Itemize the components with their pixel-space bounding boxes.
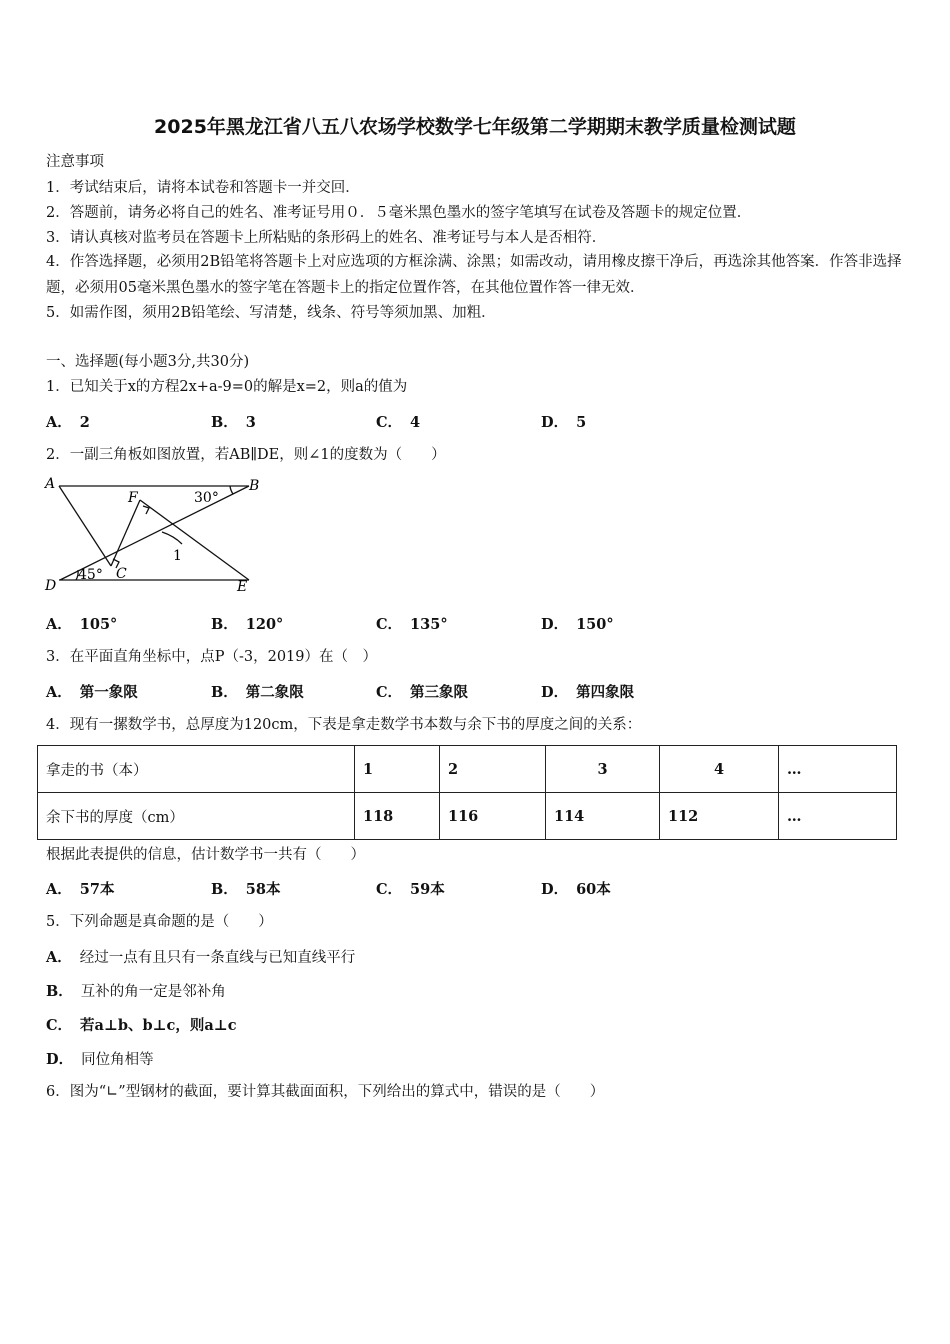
section-title: 一、选择题(每小题3分,共30分) <box>46 354 250 370</box>
table-cell: 4 <box>660 746 779 793</box>
line-ac <box>59 486 111 566</box>
label-b: B <box>249 478 260 494</box>
q2-option-b: B． 120° <box>211 616 284 633</box>
triangle-figure <box>44 474 264 596</box>
q4-option-d: D． 60本 <box>541 881 611 898</box>
q5-option-d: D． 同位角相等 <box>46 1051 154 1068</box>
q1-option-c: C． 4 <box>376 414 421 431</box>
table-row <box>38 746 897 793</box>
q4-option-a: A． 57本 <box>46 881 115 898</box>
q3-option-b: B． 第二象限 <box>211 684 304 701</box>
q1-option-b: B． 3 <box>211 414 256 431</box>
line-db <box>60 486 249 580</box>
table-cell: 2 <box>440 746 546 793</box>
table-cell: 118 <box>355 793 440 840</box>
table-cell: … <box>779 793 897 840</box>
q1-option-d: D． 5 <box>541 414 587 431</box>
q2-option-a: A． 105° <box>46 616 118 633</box>
page-title: 2025年黑龙江省八五八农场学校数学七年级第二学期期末教学质量检测试题 <box>154 116 796 138</box>
q3-option-d: D． 第四象限 <box>541 684 635 701</box>
q5-option-b: B． 互补的角一定是邻补角 <box>46 983 226 1000</box>
table-cell: 1 <box>355 746 440 793</box>
table-cell: 114 <box>546 793 660 840</box>
q5-option-c: C． 若a⊥b、b⊥c，则a⊥c <box>46 1017 237 1034</box>
line-fe <box>140 500 249 580</box>
notice-item: 5．如需作图，须用2B铅笔绘、写清楚，线条、符号等须加黑、加粗． <box>46 305 496 321</box>
q4-option-b: B． 58本 <box>211 881 281 898</box>
notice-heading: 注意事项 <box>46 154 104 170</box>
label-e: E <box>237 579 248 595</box>
notice-item: 1．考试结束后，请将本试卷和答题卡一并交回． <box>46 180 360 196</box>
notice-item: 4．作答选择题，必须用2B铅笔将答题卡上对应选项的方框涂满、涂黑；如需改动，请用橡皮擦干净后，再选涂其他答案．作答非选择题，必须用05毫米黑色墨水的签字笔在答题卡上的指定位置作答，在其他位置作答一律无效． <box>46 254 902 296</box>
q2-option-c: C． 135° <box>376 616 448 633</box>
q5-option-a: A． 经过一点有且只有一条直线与已知直线平行 <box>46 949 356 966</box>
notice-item: 3．请认真核对监考员在答题卡上所粘贴的条形码上的姓名、准考证号与本人是否相符． <box>46 230 607 246</box>
angle-45-label: 45° <box>78 567 103 583</box>
question-2-stem: 2．一副三角板如图放置，若AB∥DE，则∠1的度数为（ ） <box>46 447 446 463</box>
table-cell: 112 <box>660 793 779 840</box>
question-4-stem: 4．现有一摞数学书，总厚度为120cm，下表是拿走数学书本数与余下书的厚度之间的关系： <box>46 717 642 733</box>
question-3-stem: 3．在平面直角坐标中，点P（-3，2019）在（ ） <box>46 649 378 665</box>
q4-option-c: C． 59本 <box>376 881 445 898</box>
label-d: D <box>45 578 57 594</box>
question-6-stem: 6．图为“∟”型钢材的截面，要计算其截面面积，下列给出的算式中，错误的是（ ） <box>46 1084 605 1100</box>
question-4-follow: 根据此表提供的信息，估计数学书一共有（ ） <box>46 847 365 863</box>
table-cell: … <box>779 746 897 793</box>
label-c: C <box>116 566 127 582</box>
angle-30-label: 30° <box>194 490 219 506</box>
angle-1-label: 1 <box>173 548 182 564</box>
table-cell: 余下书的厚度（cm） <box>38 793 355 840</box>
table-cell: 116 <box>440 793 546 840</box>
label-f: F <box>128 490 138 506</box>
books-table <box>37 745 897 840</box>
line-fc <box>111 500 140 566</box>
question-1-stem: 1．已知关于x的方程2x+a-9=0的解是x=2，则a的值为 <box>46 379 408 395</box>
right-angle-f <box>143 506 149 514</box>
label-a: A <box>45 476 56 492</box>
table-cell: 拿走的书（本） <box>38 746 355 793</box>
question-5-stem: 5．下列命题是真命题的是（ ） <box>46 914 273 930</box>
angle-30-arc <box>230 486 233 494</box>
q3-option-c: C． 第三象限 <box>376 684 469 701</box>
table-row <box>38 793 897 840</box>
notice-item: 2．答题前，请务必将自己的姓名、准考证号用０．５毫米黑色墨水的签字笔填写在试卷及答题卡的规定位置． <box>46 205 752 221</box>
q3-option-a: A． 第一象限 <box>46 684 138 701</box>
table-cell: 3 <box>546 746 660 793</box>
q1-option-a: A． 2 <box>46 414 90 431</box>
q2-option-d: D． 150° <box>541 616 614 633</box>
angle-1-arc <box>162 532 182 544</box>
